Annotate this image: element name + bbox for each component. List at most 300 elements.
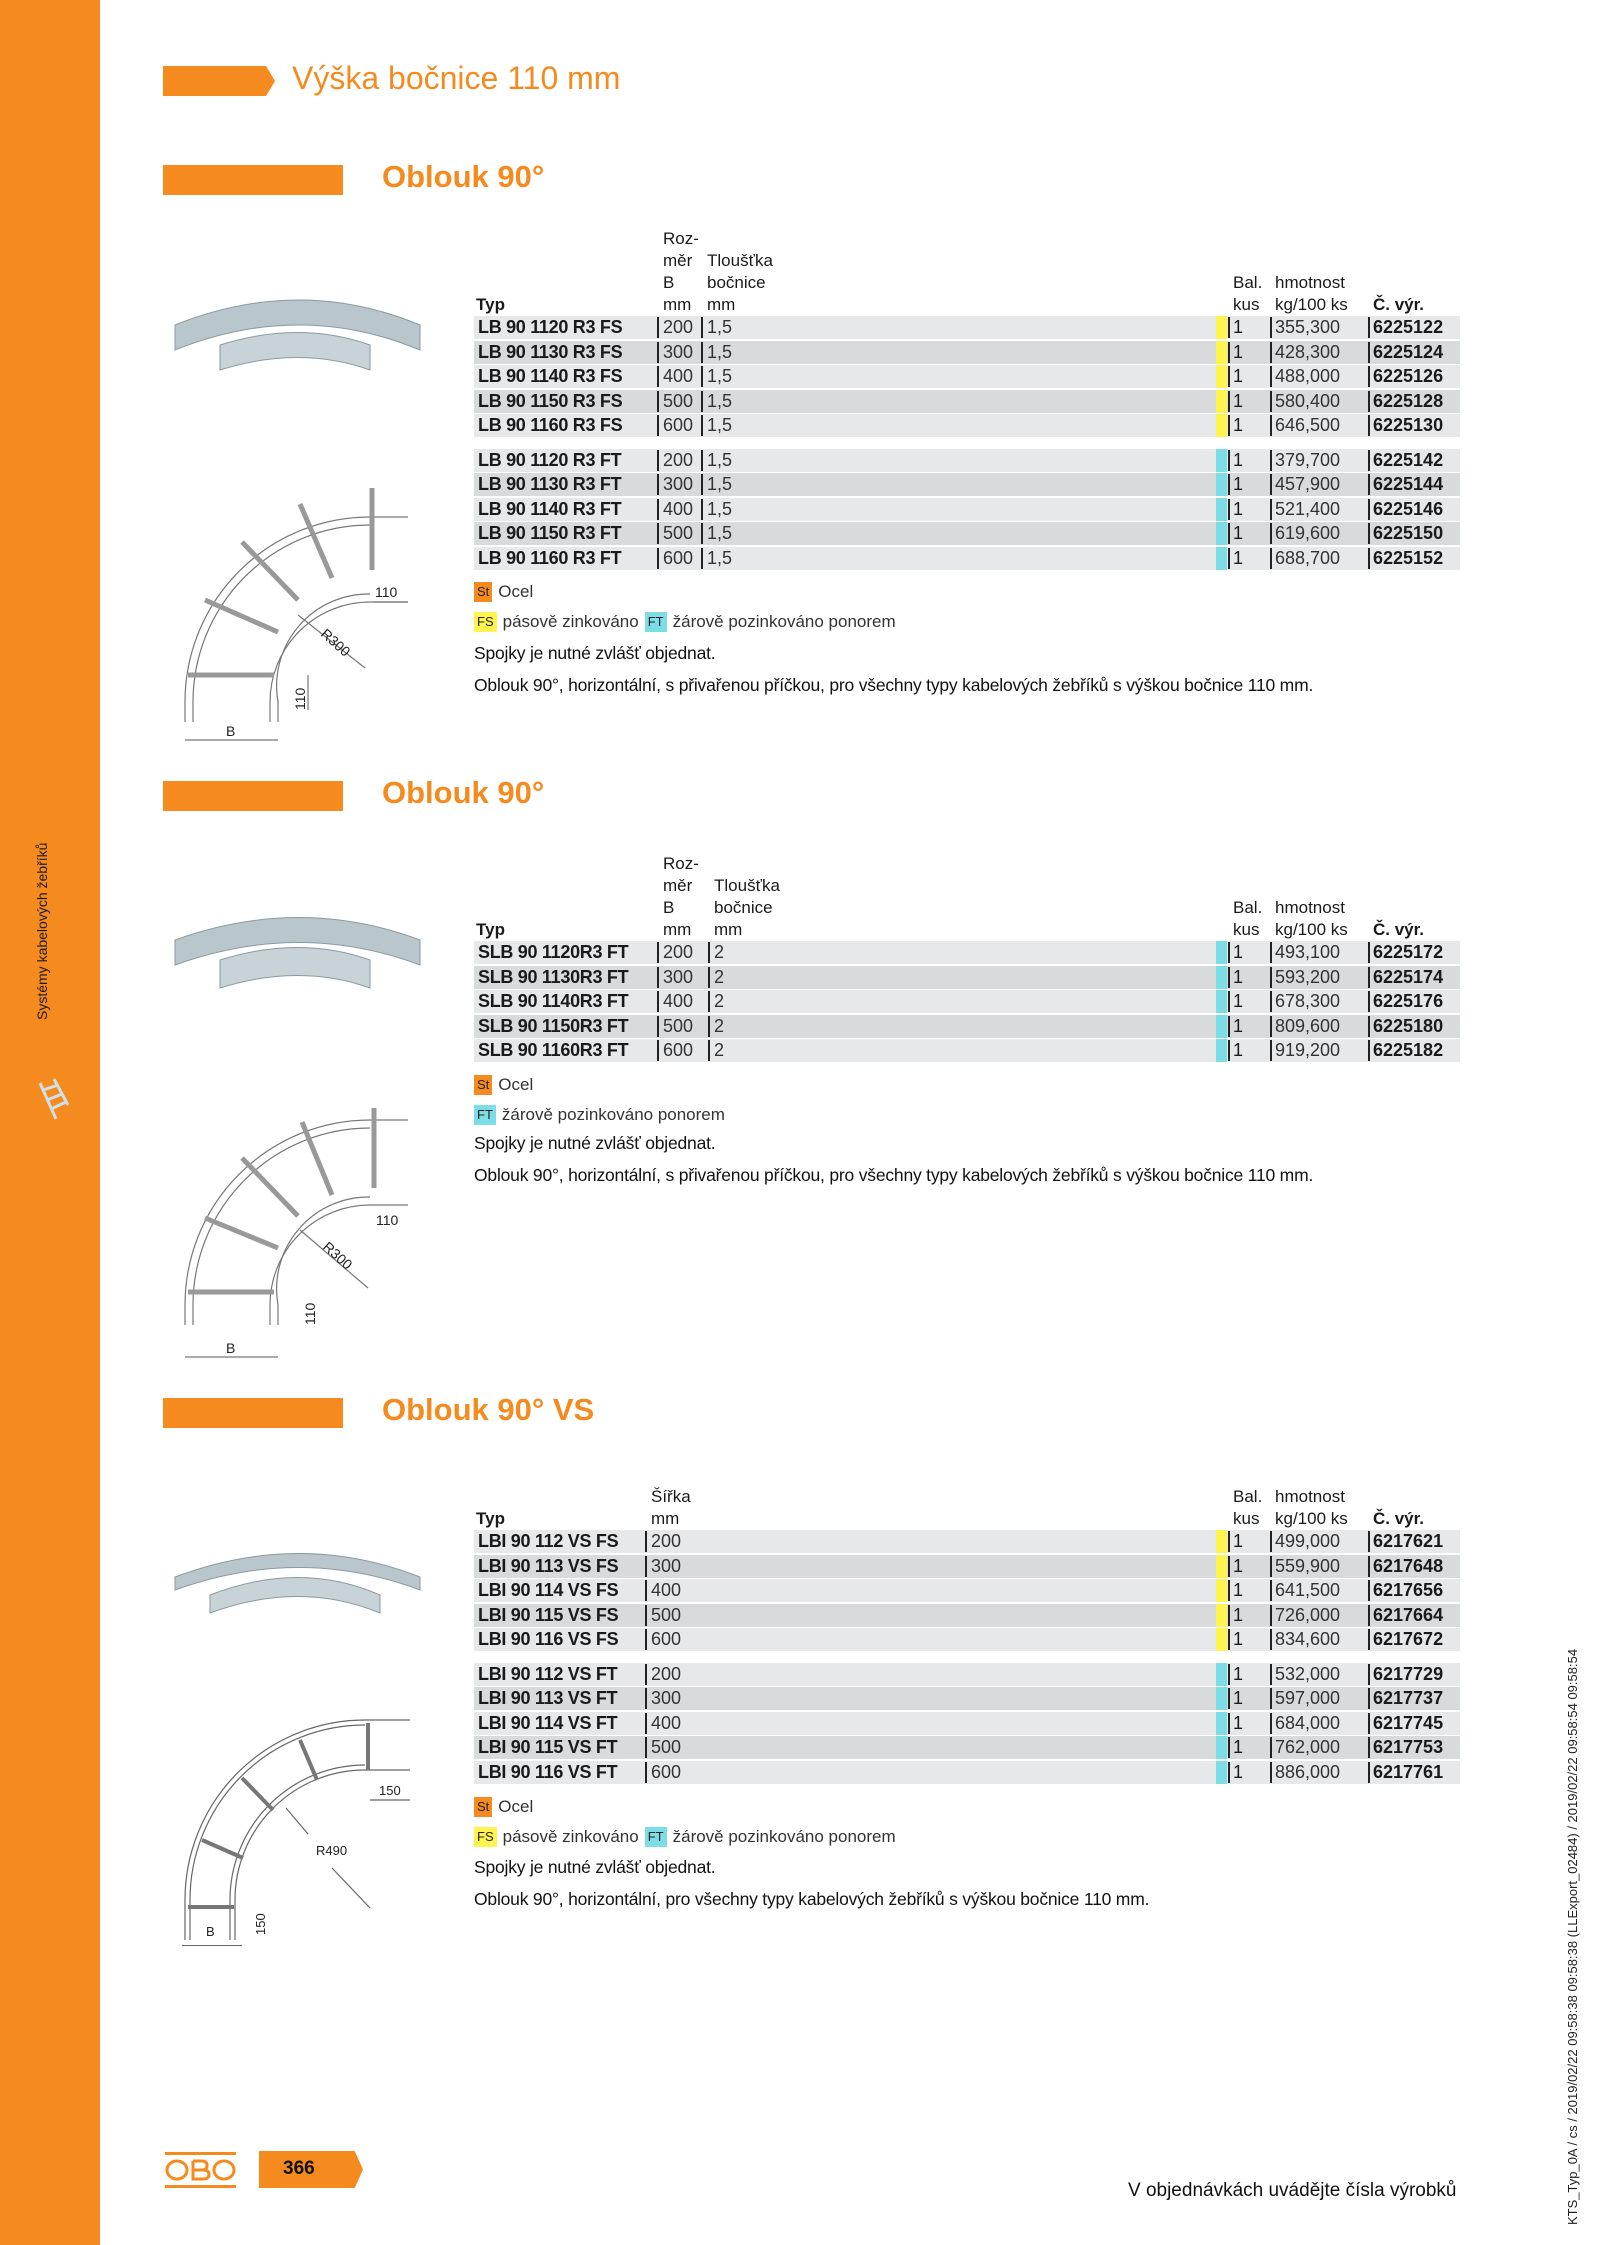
cell-thickness: 1,5 xyxy=(707,366,733,386)
finish-indicator xyxy=(1216,498,1227,521)
col-separator xyxy=(1270,548,1272,569)
col-separator xyxy=(1368,317,1370,338)
cell-typ: LBI 90 112 VS FT xyxy=(478,1663,618,1684)
col-dim-label: B xyxy=(663,273,675,292)
cell-typ: LBI 90 115 VS FT xyxy=(478,1737,618,1757)
table-row xyxy=(474,1628,1460,1651)
cell-article-number: 6217753 xyxy=(1373,1737,1444,1757)
table-row xyxy=(474,473,1460,496)
cable-ladder-icon xyxy=(34,1075,74,1125)
product-drawing xyxy=(150,1480,450,1940)
col-separator xyxy=(657,499,659,520)
cell-thickness: 1,5 xyxy=(707,390,733,411)
cell-pack: 1 xyxy=(1233,341,1244,362)
cell-weight: 678,300 xyxy=(1275,991,1341,1011)
cell-pack: 1 xyxy=(1233,390,1244,411)
col-separator xyxy=(1228,342,1230,363)
cell-dimension: 500 xyxy=(651,1604,682,1625)
table-row xyxy=(474,966,1460,989)
col-dim-label: Roz- xyxy=(663,229,699,248)
col-separator xyxy=(1368,967,1370,988)
cell-article-number: 6225150 xyxy=(1373,523,1444,543)
cell-typ: SLB 90 1160R3 FT xyxy=(478,1040,629,1060)
table-row xyxy=(474,1663,1460,1686)
col-separator xyxy=(701,474,703,495)
cell-thickness: 1,5 xyxy=(707,498,733,519)
finish-indicator xyxy=(1216,341,1227,364)
cell-thickness: 1,5 xyxy=(707,341,733,362)
cell-weight: 597,000 xyxy=(1275,1688,1341,1708)
col-dim-label: měr xyxy=(663,876,693,895)
note-description: Oblouk 90°, horizontální, s přivařenou příčkou, pro všechny typy kabelových žebříků s výškou bočnice 110 mm. xyxy=(474,675,1314,695)
col-separator xyxy=(1270,942,1272,963)
col-separator xyxy=(645,1556,647,1577)
cell-article-number: 6225176 xyxy=(1373,991,1444,1011)
cell-article-number: 6217656 xyxy=(1373,1580,1444,1600)
col-pack-unit: kus xyxy=(1233,1509,1260,1528)
col-dim-label: Roz- xyxy=(663,854,699,873)
col-separator xyxy=(645,1713,647,1734)
dim-height: 110 xyxy=(302,1302,318,1325)
product-drawing xyxy=(150,900,450,1380)
col-separator xyxy=(1228,523,1230,544)
cell-pack: 1 xyxy=(1233,474,1244,494)
col-separator xyxy=(1270,1531,1272,1552)
cell-typ: LB 90 1150 R3 FS xyxy=(478,390,623,411)
col-separator xyxy=(1228,391,1230,412)
col-weight-label: hmotnost xyxy=(1275,273,1345,292)
col-separator xyxy=(1270,1629,1272,1650)
col-separator xyxy=(1270,1664,1272,1685)
col-separator xyxy=(1270,1762,1272,1783)
col-dim-label: B xyxy=(663,898,675,917)
cell-dimension: 400 xyxy=(663,991,694,1011)
col-separator xyxy=(1228,450,1230,471)
cell-weight: 726,000 xyxy=(1275,1604,1341,1625)
cell-typ: LB 90 1120 R3 FT xyxy=(478,449,622,470)
col-separator xyxy=(1368,1762,1370,1783)
cell-dimension: 400 xyxy=(663,498,694,519)
cell-article-number: 6225122 xyxy=(1373,317,1444,337)
col-separator xyxy=(1368,1016,1370,1037)
cell-dimension: 200 xyxy=(663,317,694,337)
dim-radius: R300 xyxy=(317,625,354,660)
col-thickness-label: Tloušťka xyxy=(707,251,773,270)
product-photo xyxy=(175,1554,420,1614)
row-group-ft xyxy=(474,449,1460,570)
legend-st-text: Ocel xyxy=(498,1797,534,1816)
cell-dimension: 400 xyxy=(651,1580,682,1600)
cell-thickness: 1,5 xyxy=(707,523,733,543)
product-drawing xyxy=(150,270,450,760)
col-separator xyxy=(1270,474,1272,495)
col-separator xyxy=(1270,991,1272,1012)
table-row xyxy=(474,1604,1460,1627)
col-separator xyxy=(701,450,703,471)
col-separator xyxy=(1228,1016,1230,1037)
cell-dimension: 500 xyxy=(663,390,694,411)
cell-article-number: 6225174 xyxy=(1373,966,1444,987)
col-separator xyxy=(708,967,710,988)
col-separator xyxy=(1270,450,1272,471)
table-header xyxy=(474,228,1460,316)
col-separator xyxy=(1228,1688,1230,1709)
col-separator xyxy=(1228,1762,1230,1783)
cell-dimension: 500 xyxy=(663,523,694,543)
note-description: Oblouk 90°, horizontální, s přivařenou příčkou, pro všechny typy kabelových žebříků s výškou bočnice 110 mm. xyxy=(474,1165,1314,1185)
cell-dimension: 200 xyxy=(663,942,694,962)
col-separator xyxy=(1368,1531,1370,1552)
col-separator xyxy=(645,1629,647,1650)
col-separator xyxy=(1368,415,1370,436)
cell-pack: 1 xyxy=(1233,1015,1244,1036)
col-separator xyxy=(1228,317,1230,338)
legend-fs-text: pásově zinkováno xyxy=(502,612,639,631)
badge-ft: FT xyxy=(474,1105,496,1125)
finish-indicator xyxy=(1216,1687,1227,1710)
col-separator xyxy=(1368,1737,1370,1758)
col-article-number: Č. výr. xyxy=(1373,1509,1425,1528)
cell-thickness: 2 xyxy=(714,942,725,962)
cell-typ: SLB 90 1120R3 FT xyxy=(478,942,629,962)
cell-typ: LBI 90 113 VS FT xyxy=(478,1688,618,1708)
legend xyxy=(474,577,896,637)
col-separator xyxy=(1270,366,1272,387)
cell-article-number: 6217737 xyxy=(1373,1688,1444,1708)
col-separator xyxy=(1228,1664,1230,1685)
col-separator xyxy=(645,1580,647,1601)
finish-indicator xyxy=(1216,1579,1227,1602)
table-row xyxy=(474,1555,1460,1578)
cell-pack: 1 xyxy=(1233,942,1244,962)
col-separator xyxy=(1368,1629,1370,1650)
cell-typ: SLB 90 1150R3 FT xyxy=(478,1015,629,1036)
finish-indicator xyxy=(1216,1604,1227,1627)
row-group-fs xyxy=(474,316,1460,437)
col-pack-label: Bal. xyxy=(1233,898,1263,917)
cell-pack: 1 xyxy=(1233,498,1244,519)
col-separator xyxy=(1368,450,1370,471)
col-typ: Typ xyxy=(476,1509,505,1528)
col-separator xyxy=(1228,474,1230,495)
col-separator xyxy=(1270,1605,1272,1626)
cell-weight: 646,500 xyxy=(1275,415,1341,435)
row-group-ft xyxy=(474,941,1460,1062)
finish-indicator xyxy=(1216,1530,1227,1553)
note-connectors: Spojky je nutné zvlášť objednat. xyxy=(474,1133,716,1153)
col-separator xyxy=(645,1762,647,1783)
col-weight-unit: kg/100 ks xyxy=(1275,295,1348,314)
col-separator xyxy=(1270,391,1272,412)
table-row xyxy=(474,1579,1460,1602)
cell-pack: 1 xyxy=(1233,1712,1244,1733)
finish-indicator xyxy=(1216,547,1227,570)
col-thickness-label: bočnice xyxy=(714,898,773,917)
cell-pack: 1 xyxy=(1233,317,1244,337)
cell-typ: LBI 90 114 VS FS xyxy=(478,1580,619,1600)
cell-typ: LBI 90 114 VS FT xyxy=(478,1712,618,1733)
cell-typ: SLB 90 1140R3 FT xyxy=(478,991,629,1011)
col-separator xyxy=(1228,366,1230,387)
col-separator xyxy=(1270,415,1272,436)
col-separator xyxy=(1270,1580,1272,1601)
table-row xyxy=(474,1761,1460,1784)
cell-dimension: 200 xyxy=(651,1531,682,1551)
cell-article-number: 6225172 xyxy=(1373,942,1444,962)
cell-dimension: 600 xyxy=(651,1761,682,1782)
col-typ: Typ xyxy=(476,920,505,939)
finish-indicator xyxy=(1216,473,1227,496)
cell-typ: LB 90 1140 R3 FT xyxy=(478,498,622,519)
table-row xyxy=(474,365,1460,388)
cell-pack: 1 xyxy=(1233,1663,1244,1684)
col-separator xyxy=(701,499,703,520)
col-separator xyxy=(645,1664,647,1685)
col-separator xyxy=(1368,499,1370,520)
col-separator xyxy=(1228,1737,1230,1758)
col-separator xyxy=(1228,1605,1230,1626)
dim-height: 150 xyxy=(253,1913,268,1935)
col-separator xyxy=(1368,342,1370,363)
section-bar xyxy=(163,165,343,195)
cell-pack: 1 xyxy=(1233,547,1244,568)
cell-thickness: 1,5 xyxy=(707,547,733,568)
legend-ft-text: žárově pozinkováno ponorem xyxy=(672,612,896,631)
product-table xyxy=(474,228,1460,571)
col-separator xyxy=(1368,366,1370,387)
section-bar xyxy=(163,781,343,811)
col-thickness-unit: mm xyxy=(707,295,736,314)
col-separator xyxy=(1368,548,1370,569)
cell-thickness: 2 xyxy=(714,1015,725,1036)
col-separator xyxy=(701,391,703,412)
cell-weight: 593,200 xyxy=(1275,966,1341,987)
finish-indicator xyxy=(1216,522,1227,545)
col-separator xyxy=(1270,1688,1272,1709)
col-separator xyxy=(1228,1713,1230,1734)
footer-note: V objednávkách uvádějte čísla výrobků xyxy=(1128,2180,1457,2201)
cell-weight: 457,900 xyxy=(1275,474,1341,494)
table-row xyxy=(474,1687,1460,1710)
cell-article-number: 6225124 xyxy=(1373,341,1444,362)
col-separator xyxy=(708,1040,710,1061)
finish-indicator xyxy=(1216,1736,1227,1759)
col-dim-unit: mm xyxy=(663,295,692,314)
cell-weight: 684,000 xyxy=(1275,1712,1341,1733)
obo-logo xyxy=(163,2150,238,2190)
col-separator xyxy=(1368,391,1370,412)
col-thickness-unit: mm xyxy=(714,920,743,939)
col-separator xyxy=(1270,523,1272,544)
cell-typ: LB 90 1160 R3 FT xyxy=(478,547,622,568)
col-separator xyxy=(1368,1556,1370,1577)
cell-weight: 499,000 xyxy=(1275,1531,1341,1551)
cell-typ: LBI 90 113 VS FS xyxy=(478,1555,619,1576)
col-separator xyxy=(657,942,659,963)
product-photo xyxy=(175,300,420,370)
cell-weight: 641,500 xyxy=(1275,1580,1341,1600)
cell-article-number: 6217621 xyxy=(1373,1531,1444,1551)
table-header xyxy=(474,1484,1460,1530)
dim-b-line xyxy=(182,1945,242,1946)
chapter-title: Výška bočnice 110 mm xyxy=(292,60,621,96)
section-bar xyxy=(163,1398,343,1428)
finish-indicator xyxy=(1216,1761,1227,1784)
col-separator xyxy=(1368,1580,1370,1601)
table-row xyxy=(474,390,1460,413)
cell-typ: LBI 90 116 VS FS xyxy=(478,1629,619,1649)
badge-st: St xyxy=(474,1797,492,1817)
legend-fs-text: pásově zinkováno xyxy=(502,1827,639,1846)
dim-side: 150 xyxy=(379,1783,401,1798)
col-separator xyxy=(657,1040,659,1061)
cell-pack: 1 xyxy=(1233,1555,1244,1576)
col-width-label: Šířka xyxy=(651,1487,691,1506)
cell-weight: 493,100 xyxy=(1275,942,1341,962)
col-separator xyxy=(701,366,703,387)
cell-typ: LB 90 1130 R3 FT xyxy=(478,474,622,494)
cell-weight: 488,000 xyxy=(1275,366,1341,386)
col-separator xyxy=(701,317,703,338)
col-separator xyxy=(657,317,659,338)
cell-weight: 532,000 xyxy=(1275,1663,1341,1684)
col-separator xyxy=(645,1688,647,1709)
table-row xyxy=(474,1039,1460,1062)
col-separator xyxy=(1270,1737,1272,1758)
col-separator xyxy=(1368,523,1370,544)
col-separator xyxy=(1228,1040,1230,1061)
cell-thickness: 2 xyxy=(714,991,725,1011)
section-title: Oblouk 90° xyxy=(382,775,545,810)
col-pack-unit: kus xyxy=(1233,920,1260,939)
cell-dimension: 500 xyxy=(651,1737,682,1757)
col-weight-label: hmotnost xyxy=(1275,898,1345,917)
col-separator xyxy=(1270,1040,1272,1061)
dim-radius: R300 xyxy=(319,1238,356,1273)
table-header xyxy=(474,853,1460,941)
cell-dimension: 500 xyxy=(663,1015,694,1036)
product-table xyxy=(474,1484,1460,1785)
cell-pack: 1 xyxy=(1233,415,1244,435)
table-row xyxy=(474,547,1460,570)
cell-typ: LBI 90 112 VS FS xyxy=(478,1531,619,1551)
row-group-fs xyxy=(474,1530,1460,1651)
col-separator xyxy=(701,548,703,569)
col-separator xyxy=(1368,1713,1370,1734)
finish-indicator xyxy=(1216,1039,1227,1062)
cell-pack: 1 xyxy=(1233,366,1244,386)
cell-article-number: 6217745 xyxy=(1373,1712,1444,1733)
cell-article-number: 6225130 xyxy=(1373,415,1444,435)
cell-typ: LB 90 1140 R3 FS xyxy=(478,366,623,386)
cell-thickness: 1,5 xyxy=(707,415,733,435)
cell-pack: 1 xyxy=(1233,1580,1244,1600)
col-separator xyxy=(657,523,659,544)
col-separator xyxy=(1228,548,1230,569)
cell-thickness: 1,5 xyxy=(707,317,733,337)
table-row xyxy=(474,1712,1460,1735)
finish-indicator xyxy=(1216,1015,1227,1038)
col-separator xyxy=(708,991,710,1012)
note-connectors: Spojky je nutné zvlášť objednat. xyxy=(474,643,716,663)
legend-st-text: Ocel xyxy=(498,1075,534,1094)
page-number: 366 xyxy=(283,2158,315,2179)
col-separator xyxy=(701,415,703,436)
dim-b: B xyxy=(226,723,236,739)
dim-side: 110 xyxy=(376,1212,399,1228)
col-separator xyxy=(1228,942,1230,963)
col-dim-unit: mm xyxy=(663,920,692,939)
product-table xyxy=(474,853,1460,1064)
cell-thickness: 1,5 xyxy=(707,449,733,470)
cell-dimension: 300 xyxy=(663,966,694,987)
col-thickness-label: Tloušťka xyxy=(714,876,780,895)
col-separator xyxy=(708,1016,710,1037)
cell-typ: LB 90 1130 R3 FS xyxy=(478,341,623,362)
col-separator xyxy=(708,942,710,963)
col-separator xyxy=(1228,967,1230,988)
cell-typ: LB 90 1160 R3 FS xyxy=(478,415,623,435)
cell-pack: 1 xyxy=(1233,1531,1244,1551)
cell-article-number: 6225128 xyxy=(1373,390,1444,411)
section-title: Oblouk 90° xyxy=(382,159,545,194)
col-article-number: Č. výr. xyxy=(1373,920,1425,939)
cell-weight: 619,600 xyxy=(1275,523,1341,543)
cell-weight: 428,300 xyxy=(1275,341,1341,362)
cell-article-number: 6225146 xyxy=(1373,498,1444,519)
cell-pack: 1 xyxy=(1233,1604,1244,1625)
col-pack-unit: kus xyxy=(1233,295,1260,314)
col-weight-label: hmotnost xyxy=(1275,1487,1345,1506)
cell-article-number: 6217672 xyxy=(1373,1629,1444,1649)
col-separator xyxy=(1228,499,1230,520)
cell-pack: 1 xyxy=(1233,1040,1244,1060)
col-separator xyxy=(1270,1556,1272,1577)
table-row xyxy=(474,498,1460,521)
cell-dimension: 600 xyxy=(663,1040,694,1060)
col-thickness-label: bočnice xyxy=(707,273,766,292)
cell-dimension: 200 xyxy=(651,1663,682,1684)
table-row xyxy=(474,1736,1460,1759)
cell-weight: 688,700 xyxy=(1275,547,1341,568)
col-separator xyxy=(1368,942,1370,963)
legend-st-text: Ocel xyxy=(498,582,534,601)
cell-article-number: 6217729 xyxy=(1373,1663,1444,1684)
col-separator xyxy=(1228,1629,1230,1650)
cell-pack: 1 xyxy=(1233,1737,1244,1757)
table-row xyxy=(474,414,1460,437)
finish-indicator xyxy=(1216,966,1227,989)
table-row xyxy=(474,1530,1460,1553)
cell-pack: 1 xyxy=(1233,1761,1244,1782)
col-pack-label: Bal. xyxy=(1233,1487,1263,1506)
badge-st: St xyxy=(474,1075,492,1095)
col-weight-unit: kg/100 ks xyxy=(1275,1509,1348,1528)
finish-indicator xyxy=(1216,414,1227,437)
finish-indicator xyxy=(1216,316,1227,339)
finish-indicator xyxy=(1216,1712,1227,1735)
finish-indicator xyxy=(1216,1628,1227,1651)
col-separator xyxy=(1228,1531,1230,1552)
cell-article-number: 6225144 xyxy=(1373,474,1444,494)
cell-pack: 1 xyxy=(1233,449,1244,470)
cell-weight: 559,900 xyxy=(1275,1555,1341,1576)
col-separator xyxy=(701,342,703,363)
cell-weight: 762,000 xyxy=(1275,1737,1341,1757)
cell-thickness: 2 xyxy=(714,1040,725,1060)
col-weight-unit: kg/100 ks xyxy=(1275,920,1348,939)
cell-pack: 1 xyxy=(1233,523,1244,543)
